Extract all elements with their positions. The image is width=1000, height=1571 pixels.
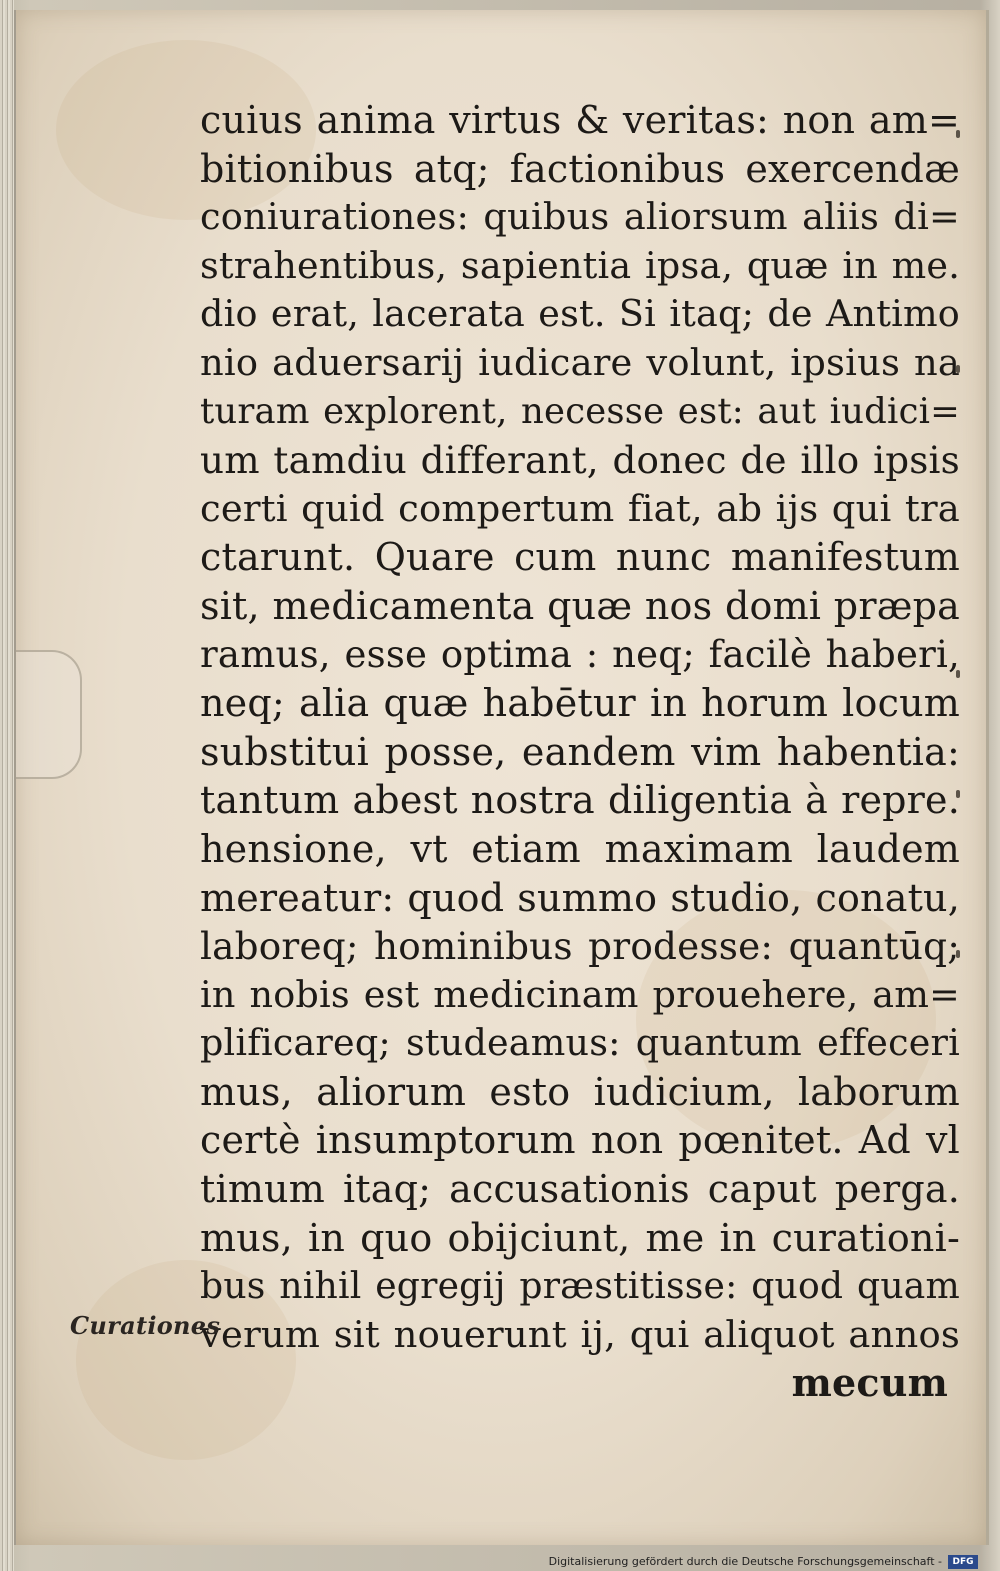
text-line: bus nihil egregij præstitisse: quod quam — [200, 1264, 960, 1308]
text-line: ramus, esse optima : neq; facilè haberi, — [200, 632, 960, 676]
text-line: laboreq; hominibus prodesse: quantūq; — [200, 924, 960, 969]
text-line: timum itaq; accusationis caput perga. — [200, 1167, 960, 1212]
text-line: um tamdiu differant, donec de illo ipsis — [200, 438, 960, 483]
text-line: substitui posse, eandem vim habentia: — [200, 729, 960, 774]
text-line: tantum abest nostra diligentia à repre. — [200, 778, 960, 823]
page-clip-mark — [16, 650, 82, 779]
text-line: mus, in quo obijciunt, me in curationi- — [200, 1215, 960, 1260]
text-line: mereatur: quod summo studio, conatu, — [200, 875, 960, 920]
latin-text-block — [200, 96, 960, 1408]
catchword: mecum — [791, 1360, 948, 1406]
text-line: hensione, vt etiam maximam laudem — [200, 826, 960, 871]
text-line: cuius anima virtus & veritas: non am= — [200, 98, 960, 142]
text-line: certi quid compertum fiat, ab ijs qui tra — [200, 486, 960, 530]
text-line: plificareq; studeamus: quantum effeceri — [200, 1021, 960, 1065]
text-line: coniurationes: quibus aliorsum aliis di= — [200, 195, 960, 239]
text-line: ctarunt. Quare cum nunc manifestum — [200, 535, 960, 580]
book-page-edges — [0, 0, 14, 1571]
digitization-credit: Digitalisierung gefördert durch die Deutsche Forschungsgemeinschaft - — [548, 1555, 942, 1568]
text-line: strahentibus, sapientia ipsa, quæ in me. — [200, 243, 960, 287]
text-line: nio aduersarij iudicare volunt, ipsius na — [200, 340, 960, 384]
text-line: verum sit nouerunt ij, qui aliquot annos — [200, 1312, 960, 1356]
marginal-note: Curationes — [70, 1311, 221, 1340]
text-line: in nobis est medicinam prouehere, am= — [200, 972, 960, 1016]
text-line: certè insumptorum non pœnitet. Ad vl — [200, 1118, 960, 1163]
text-line: neq; alia quæ habētur in horum locum — [200, 681, 960, 726]
text-line: turam explorent, necesse est: aut iudici= — [200, 390, 960, 432]
dfg-logo: DFG — [948, 1555, 978, 1569]
text-line: mus, aliorum esto iudicium, laborum — [200, 1069, 960, 1114]
text-line: dio erat, lacerata est. Si itaq; de Antimo — [200, 292, 960, 336]
text-line: sit, medicamenta quæ nos domi præpa — [200, 583, 960, 628]
text-line: bitionibus atq; factionibus exercendæ — [200, 146, 960, 191]
